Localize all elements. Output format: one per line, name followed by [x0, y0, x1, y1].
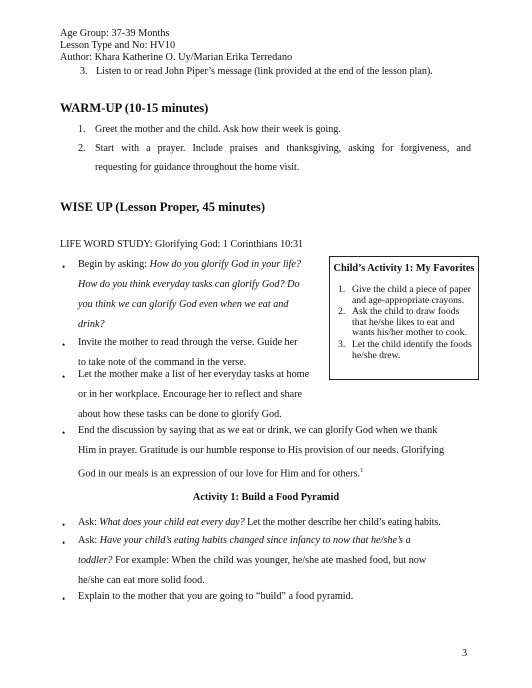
bullet-prefix: Ask: — [78, 535, 100, 546]
warmup-heading: WARM-UP (10-15 minutes) — [60, 101, 209, 115]
child-activity-item — [338, 285, 474, 306]
bullet-text-line: or in her workplace. Encourage her to reflect and share — [78, 389, 303, 400]
bullet-text-line — [78, 275, 300, 295]
child-activity-item-number: 2. — [338, 306, 346, 318]
bullet-text — [78, 255, 301, 275]
age-group-line: Age Group: 37-39 Months — [60, 28, 170, 39]
bullet-text — [78, 513, 441, 533]
bullet-question: How do you think everyday tasks can glorify God? Do — [78, 279, 300, 290]
bullet-icon: • — [62, 520, 66, 530]
bullet-question: toddler? — [78, 555, 113, 566]
bullet-icon: • — [62, 428, 66, 438]
bullet-text: Explain to the mother that you are going to “build” a food pyramid. — [78, 591, 354, 602]
bullet-text-line: he/she can eat more solid food. — [78, 575, 205, 586]
child-activity-item — [338, 307, 474, 339]
lesson-type-line: Lesson Type and No: HV10 — [60, 40, 176, 51]
bullet-text-line — [78, 315, 105, 335]
child-activity-item-number: 3. — [338, 338, 346, 350]
warmup-item-text: Start with a prayer. Include praises and thanksgiving, asking for forgiveness, and — [95, 143, 471, 154]
bullet-text-line: Him in prayer. Gratitude is our humble response to His provision of our needs. Glorifying — [78, 445, 445, 456]
child-activity-title: Child’s Activity 1: My Favorites — [333, 263, 475, 274]
child-activity-item-text: Give the child a piece of paper and age-appropriate crayons. — [352, 284, 471, 306]
child-activity-item-text: Let the child identify the foods he/she drew. — [352, 338, 472, 361]
bullet-icon: • — [62, 372, 66, 382]
preface-item-text: Listen to or read John Piper’s message (link provided at the end of the lesson plan). — [96, 66, 433, 77]
life-word-study: LIFE WORD STUDY: Glorifying God: 1 Corinthians 10:31 — [60, 239, 304, 250]
bullet-icon: • — [62, 262, 66, 272]
bullet-text-line: to take note of the command in the verse. — [78, 357, 247, 368]
bullet-text: End the discussion by saying that as we eat or drink, we can glorify God when we thank — [78, 425, 438, 436]
bullet-text-line — [78, 551, 426, 571]
wiseup-heading: WISE UP (Lesson Proper, 45 minutes) — [60, 200, 266, 214]
bullet-text-line: about how these tasks can be done to glorify God. — [78, 409, 282, 420]
preface-item-number: 3. — [80, 66, 88, 77]
bullet-prefix: Ask: — [78, 517, 100, 528]
bullet-text-segment: Let the mother describe her child’s eating habits. — [244, 517, 441, 528]
bullet-question: How do you glorify God in your life? — [149, 259, 301, 270]
bullet-prefix: Begin by asking: — [78, 259, 150, 270]
footnote-marker: 1 — [360, 467, 364, 474]
bullet-icon: • — [62, 340, 66, 350]
page-number: 3 — [462, 648, 468, 659]
child-activity-item-number: 1. — [338, 284, 346, 295]
bullet-text-segment: God in our meals is an expression of our love for Him and for others. — [78, 468, 361, 480]
bullet-text-line — [78, 461, 363, 484]
author-line: Author: Khara Katherine O. Uy/Marian Erika Terredano — [60, 52, 293, 63]
bullet-question: Have your child’s eating habits changed since infancy to now that he/she’s a — [99, 535, 411, 546]
bullet-question: you think we can glorify God even when we eat and — [78, 299, 289, 310]
activity-heading: Activity 1: Build a Food Pyramid — [192, 492, 340, 503]
bullet-text-line — [78, 295, 289, 315]
child-activity-item — [338, 340, 474, 361]
bullet-icon: • — [62, 538, 66, 548]
child-activity-list — [338, 285, 474, 362]
bullet-question: What does your child eat every day? — [99, 517, 245, 528]
bullet-question: drink? — [78, 319, 105, 330]
child-activity-item-text: Ask the child to draw foods that he/she likes to eat and wants his/her mother to cook. — [352, 306, 467, 339]
warmup-item-number: 1. — [78, 124, 86, 135]
child-activity-box — [329, 256, 479, 380]
bullet-text: Let the mother make a list of her everyday tasks at home — [78, 369, 310, 380]
bullet-text-segment: For example: When the child was younger, he/she ate mashed food, but now — [112, 555, 427, 566]
warmup-item-text: Greet the mother and the child. Ask how their week is going. — [95, 124, 341, 135]
warmup-item-number: 2. — [78, 143, 86, 154]
warmup-item-text-continued: requesting for guidance throughout the home visit. — [95, 162, 300, 173]
bullet-icon: • — [62, 594, 66, 604]
bullet-text — [78, 531, 411, 551]
bullet-text: Invite the mother to read through the verse. Guide her — [78, 337, 298, 348]
